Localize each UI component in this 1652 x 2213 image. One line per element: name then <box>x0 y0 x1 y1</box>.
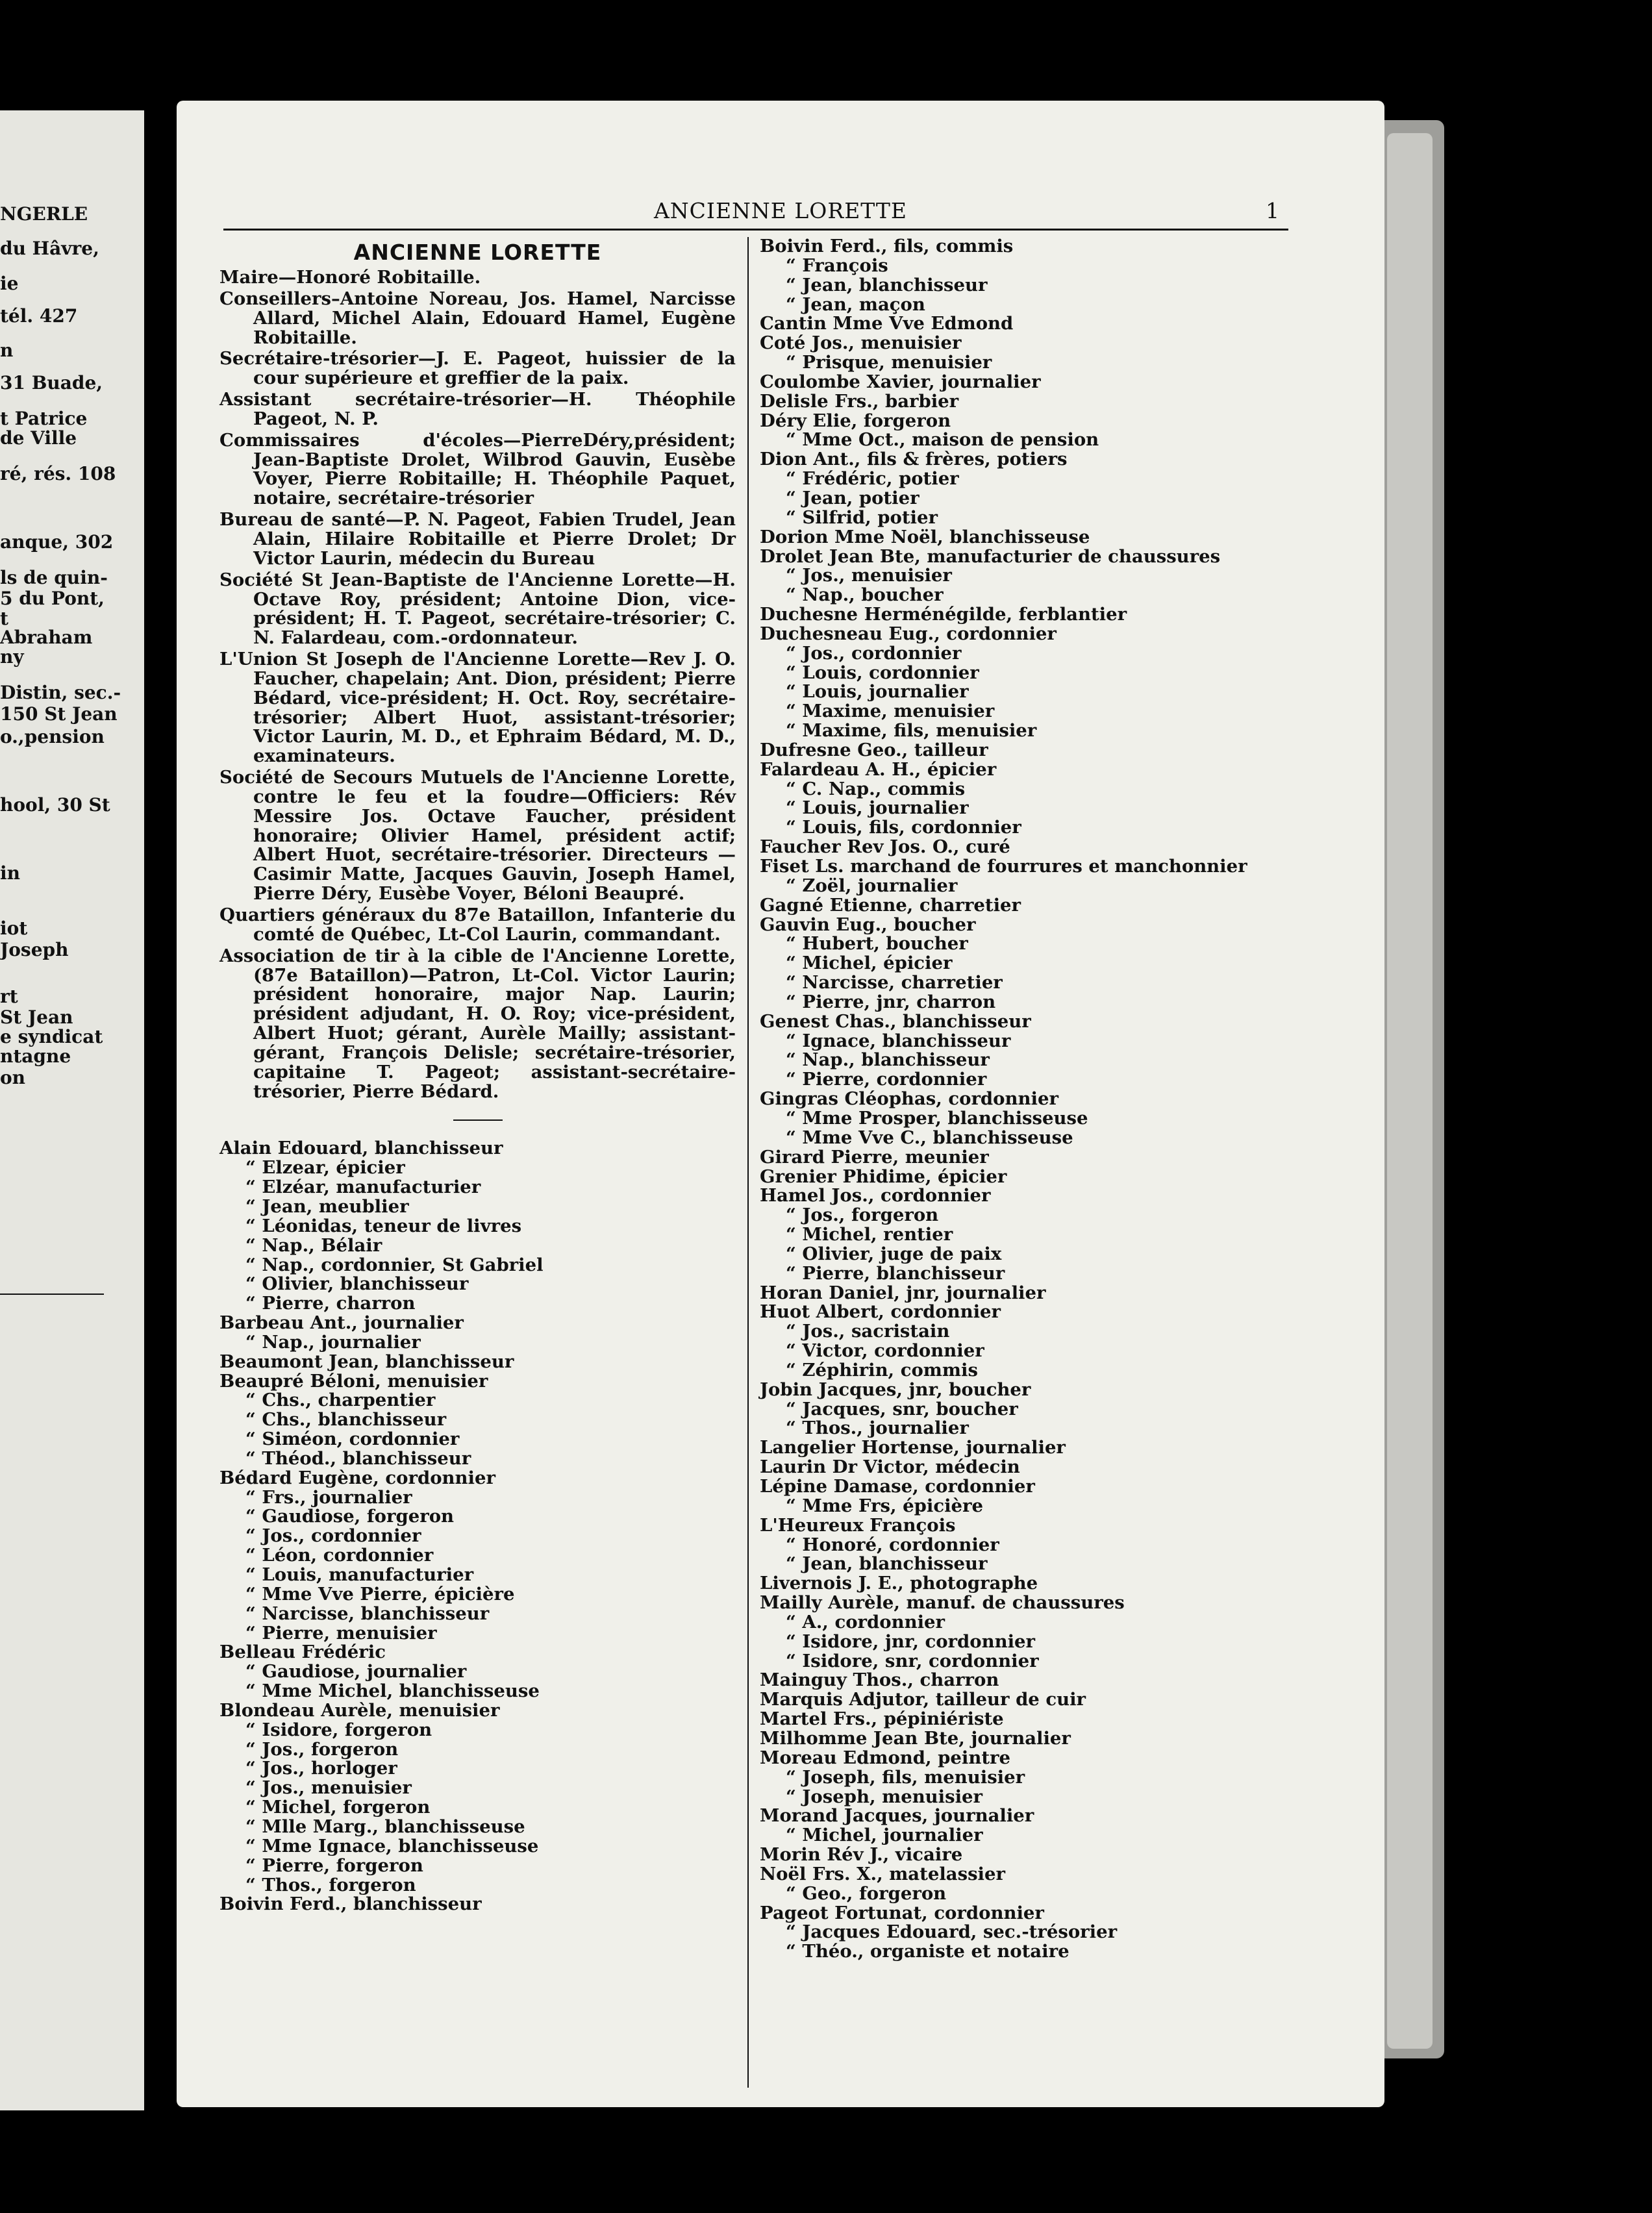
directory-entry: “ Jos., cordonnier <box>245 1525 421 1547</box>
directory-entry: “ Mme Ignace, blanchisseuse <box>245 1835 539 1857</box>
directory-entry: “ Isidore, forgeron <box>245 1719 432 1740</box>
directory-entry: “ Nap., cordonnier, St Gabriel <box>245 1254 544 1275</box>
running-head: ANCIENNE LORETTE <box>653 198 908 223</box>
directory-entry: Laurin Dr Victor, médecin <box>760 1457 1020 1478</box>
directory-entry: “ Mme Michel, blanchisseuse <box>245 1681 540 1702</box>
directory-entry: “ Jacques, snr, boucher <box>786 1398 1018 1419</box>
directory-entry: “ Honoré, cordonnier <box>786 1534 999 1555</box>
directory-entry: “ Narcisse, charretier <box>786 972 1003 994</box>
directory-entry: “ Jean, blanchisseur <box>786 1553 988 1575</box>
directory-entry: “ Jos., menuisier <box>786 565 952 586</box>
official-paragraph: Société St Jean-Baptiste de l'Ancienne Lorette—H. Octave Roy, président; Antoine Dion, vice-président; H. T. Pageot, secrétaire-trésorier; C. N. Falardeau, com.-ordonnateur. <box>219 569 736 649</box>
left-page-line: iot <box>0 918 28 939</box>
directory-entry: Beaumont Jean, blanchisseur <box>219 1351 514 1372</box>
directory-entry: Mainguy Thos., charron <box>760 1669 999 1691</box>
right-column <box>760 237 1292 1962</box>
official-paragraph: Maire—Honoré Robitaille. <box>219 267 481 288</box>
directory-entry: “ Chs., blanchisseur <box>245 1409 447 1431</box>
left-page-line: 150 St Jean <box>0 703 118 725</box>
directory-entry: “ Thos., journalier <box>786 1418 969 1439</box>
left-page-line: 31 Buade, <box>0 372 103 394</box>
directory-entry: Noël Frs. X., matelassier <box>760 1863 1005 1884</box>
directory-entry: Blondeau Aurèle, menuisier <box>219 1699 500 1721</box>
directory-entry: Falardeau A. H., épicier <box>760 758 997 780</box>
directory-entry: “ Léon, cordonnier <box>245 1545 434 1566</box>
directory-entry: Alain Edouard, blanchisseur <box>219 1138 503 1159</box>
left-page-line: t Patrice <box>0 408 88 429</box>
directory-entry: “ Nap., blanchisseur <box>786 1049 990 1071</box>
directory-entry: “ Hubert, boucher <box>786 933 968 955</box>
directory-entry: Faucher Rev Jos. O., curé <box>760 836 1010 858</box>
directory-entry: “ Gaudiose, forgeron <box>245 1506 455 1527</box>
left-page-line: ls de quin- <box>0 567 108 588</box>
directory-entry: Genest Chas., blanchisseur <box>760 1010 1031 1032</box>
directory-entry: Belleau Frédéric <box>219 1642 386 1663</box>
left-page-line: hool, 30 St <box>0 794 110 816</box>
directory-entry: “ Jacques Edouard, sec.-trésorier <box>786 1921 1118 1943</box>
directory-entry: Duchesne Herménégilde, ferblantier <box>760 604 1127 625</box>
directory-entry: “ Louis, journalier <box>786 797 969 819</box>
directory-entry: “ Jean, maçon <box>786 294 925 315</box>
official-paragraph: Société de Secours Mutuels de l'Ancienne Lorette, contre le feu et la foudre—Officiers: Rév Messire Jos. Octave Faucher, président honoraire; Olivier Hamel, président actif; Albert Huot, secrétaire-trésorier. Directeurs — Casimir Matte, Jacques Gauvin, Joseph Hamel, Pierre Déry, Eusèbe Voyer, Béloni Beaupré. <box>219 767 736 905</box>
resident-list-right <box>760 237 1292 1962</box>
directory-entry: “ Olivier, blanchisseur <box>245 1273 469 1295</box>
page-number: 1 <box>1266 198 1279 223</box>
directory-entry: “ Frédéric, potier <box>786 468 959 490</box>
left-page-line: ré, rés. 108 <box>0 463 116 484</box>
directory-entry: Milhomme Jean Bte, journalier <box>760 1727 1071 1749</box>
official-paragraph: Commissaires d'écoles—PierreDéry,président; Jean-Baptiste Drolet, Wilbrod Gauvin, Eusèbe Voyer, Pierre Robitaille; H. Théophile Paquet, notaire, secrétaire-trésorier <box>219 429 736 509</box>
directory-entry: “ Mme Vve Pierre, épicière <box>245 1583 515 1605</box>
directory-entry: “ Léonidas, teneur de livres <box>245 1215 522 1236</box>
directory-entry: Girard Pierre, meunier <box>760 1146 989 1168</box>
directory-entry: “ Théod., blanchisseur <box>245 1447 471 1469</box>
directory-entry: “ Théo., organiste et notaire <box>786 1941 1070 1962</box>
header-rule <box>223 229 1288 231</box>
directory-entry: Horan Daniel, jnr, journalier <box>760 1282 1046 1303</box>
directory-entry: “ Jos., sacristain <box>786 1321 950 1342</box>
directory-entry: “ Chs., charpentier <box>245 1390 436 1411</box>
directory-entry: “ Michel, journalier <box>786 1825 983 1846</box>
left-page-line: t <box>0 608 8 629</box>
directory-entry: “ Isidore, snr, cordonnier <box>786 1650 1039 1671</box>
left-page-line: o.,pension <box>0 726 105 747</box>
official-paragraph: Quartiers généraux du 87e Bataillon, Infanterie du comté de Québec, Lt-Col Laurin, commandant. <box>219 905 736 945</box>
directory-entry: “ Isidore, jnr, cordonnier <box>786 1631 1036 1652</box>
directory-entry: “ Frs., journalier <box>245 1486 412 1508</box>
directory-entry: “ Pierre, blanchisseur <box>786 1262 1005 1284</box>
directory-entry: Mailly Aurèle, manuf. de chaussures <box>760 1592 1125 1614</box>
directory-entry: “ Zoël, journalier <box>786 875 958 896</box>
directory-entry: “ Mme Frs, épicière <box>786 1495 984 1516</box>
directory-entry: Delisle Frs., barbier <box>760 390 959 412</box>
left-page-line: Abraham <box>0 627 93 648</box>
directory-entry: “ A., cordonnier <box>786 1611 945 1632</box>
directory-entry: “ Michel, épicier <box>786 953 953 974</box>
left-page-line: n <box>0 340 14 361</box>
directory-entry: Gingras Cléophas, cordonnier <box>760 1088 1058 1110</box>
directory-entry: “ Pierre, jnr, charron <box>786 991 996 1012</box>
directory-entry: Pageot Fortunat, cordonnier <box>760 1902 1044 1923</box>
left-page-fragment <box>0 110 144 2110</box>
official-paragraph: Bureau de santé—P. N. Pageot, Fabien Trudel, Jean Alain, Hilaire Robitaille et Pierre Drolet; Dr Victor Laurin, médecin du Bureau <box>219 509 736 569</box>
directory-entry: Morand Jacques, journalier <box>760 1805 1034 1827</box>
directory-entry: Cantin Mme Vve Edmond <box>760 313 1014 334</box>
left-column <box>219 237 736 1914</box>
directory-entry: “ Pierre, cordonnier <box>786 1069 987 1090</box>
official-paragraph: Secrétaire-trésorier—J. E. Pageot, huissier de la cour supérieure et greffier de la paix. <box>219 348 736 389</box>
directory-entry: “ Mme Prosper, blanchisseuse <box>786 1107 1088 1129</box>
directory-entry: “ Victor, cordonnier <box>786 1340 984 1362</box>
directory-entry: Boivin Ferd., fils, commis <box>760 236 1014 256</box>
directory-entry: “ Zéphirin, commis <box>786 1359 978 1381</box>
directory-entry: “ Jos., forgeron <box>786 1205 939 1226</box>
directory-entry: “ Michel, forgeron <box>245 1797 431 1818</box>
directory-entry: Livernois J. E., photographe <box>760 1573 1038 1594</box>
left-page-line: anque, 302 <box>0 531 114 553</box>
left-page-line: ny <box>0 646 24 668</box>
left-page-line: de Ville <box>0 427 77 449</box>
left-page-line: on <box>0 1067 26 1088</box>
directory-entry: “ Louis, manufacturier <box>245 1564 474 1585</box>
directory-entry: Dion Ant., fils & frères, potiers <box>760 449 1068 470</box>
directory-entry: “ Nap., boucher <box>786 584 944 606</box>
directory-entry: “ Mlle Marg., blanchisseuse <box>245 1816 525 1837</box>
directory-entry: “ Nap., Bélair <box>245 1234 382 1256</box>
directory-entry: “ Michel, rentier <box>786 1224 953 1245</box>
directory-entry: Grenier Phidime, épicier <box>760 1166 1007 1187</box>
left-page-line: tél. 427 <box>0 305 78 327</box>
directory-entry: Gauvin Eug., boucher <box>760 914 976 935</box>
left-page-line: NGERLE <box>0 203 88 225</box>
directory-entry: “ Jean, meublier <box>245 1195 409 1217</box>
directory-entry: Dufresne Geo., tailleur <box>760 739 988 760</box>
directory-entry: Huot Albert, cordonnier <box>760 1301 1001 1323</box>
directory-entry: “ Jean, potier <box>786 487 920 508</box>
directory-entry: “ Narcisse, blanchisseur <box>245 1603 490 1624</box>
directory-entry: “ Mme Vve C., blanchisseuse <box>786 1127 1073 1148</box>
directory-entry: “ Jos., horloger <box>245 1758 397 1779</box>
directory-entry: “ Jos., forgeron <box>245 1738 399 1760</box>
left-page-line: St Jean <box>0 1006 73 1028</box>
directory-entry: “ Pierre, menuisier <box>245 1622 437 1644</box>
left-page-line: in <box>0 862 20 884</box>
directory-entry: “ Maxime, menuisier <box>786 701 995 722</box>
directory-entry: “ Pierre, forgeron <box>245 1855 423 1876</box>
left-page-line: Distin, sec.- <box>0 682 121 703</box>
directory-entry: Moreau Edmond, peintre <box>760 1747 1011 1768</box>
left-page-line: ntagne <box>0 1045 71 1067</box>
directory-entry: “ Elzear, épicier <box>245 1157 405 1179</box>
directory-entry: “ François <box>786 255 888 276</box>
directory-entry: “ Silfrid, potier <box>786 506 938 528</box>
section-title: ANCIENNE LORETTE <box>353 240 602 265</box>
resident-list-left <box>219 1139 736 1914</box>
directory-entry: “ Louis, cordonnier <box>786 662 979 683</box>
directory-entry: Coulombe Xavier, journalier <box>760 371 1041 392</box>
directory-entry: “ Louis, journalier <box>786 681 969 703</box>
directory-entry: “ Joseph, menuisier <box>786 1786 983 1807</box>
left-page-line: du Hâvre, <box>0 238 99 259</box>
official-paragraph: Assistant secrétaire-trésorier—H. Théophile Pageot, N. P. <box>219 389 736 429</box>
column-divider <box>747 237 749 2088</box>
directory-entry: Boivin Ferd., blanchisseur <box>219 1894 482 1915</box>
left-page-line: rt <box>0 986 18 1007</box>
directory-entry: Drolet Jean Bte, manufacturier de chaussures <box>760 545 1221 567</box>
directory-entry: Lépine Damase, cordonnier <box>760 1476 1035 1497</box>
left-page-line: Joseph <box>0 939 69 960</box>
directory-entry: Morin Rév J., vicaire <box>760 1844 963 1866</box>
section-divider <box>453 1119 503 1121</box>
directory-entry: L'Heureux François <box>760 1514 956 1536</box>
directory-entry: “ Maxime, fils, menuisier <box>786 720 1037 742</box>
official-paragraph: Conseillers–Antoine Noreau, Jos. Hamel, Narcisse Allard, Michel Alain, Edouard Hamel, Eugène Robitaille. <box>219 288 736 348</box>
directory-entry: Dorion Mme Noël, blanchisseuse <box>760 526 1090 547</box>
left-page-line: ie <box>0 273 19 294</box>
directory-entry: “ Pierre, charron <box>245 1293 416 1314</box>
page-edge-stack-inner <box>1387 133 1433 2049</box>
officials-paragraphs <box>219 268 736 1101</box>
directory-entry: “ Jean, blanchisseur <box>786 274 988 295</box>
directory-entry: Fiset Ls. marchand de fourrures et manchonnier <box>760 856 1247 877</box>
directory-entry: “ Mme Oct., maison de pension <box>786 429 1099 451</box>
directory-entry: Déry Elie, forgeron <box>760 410 951 431</box>
directory-entry: “ Louis, fils, cordonnier <box>786 817 1021 838</box>
directory-entry: Beaupré Béloni, menuisier <box>219 1370 488 1392</box>
directory-entry: Langelier Hortense, journalier <box>760 1437 1066 1458</box>
directory-entry: “ Ignace, blanchisseur <box>786 1030 1011 1051</box>
directory-entry: “ Geo., forgeron <box>786 1882 947 1904</box>
official-paragraph: Association de tir à la cible de l'Ancienne Lorette, (87e Bataillon)—Patron, Lt-Col. Victor Laurin; président honoraire, major Nap. Laurin; président adjudant, H. O. Roy; vice-président, Albert Huot; gérant, Aurèle Mailly; assistant-gérant, François Delisle; secrétaire-trésorier, capitaine T. Pageot; assistant-secrétaire-trésorier, Pierre Bédard. <box>219 945 736 1102</box>
directory-entry: “ Joseph, fils, menuisier <box>786 1766 1025 1788</box>
official-paragraph: L'Union St Joseph de l'Ancienne Lorette—Rev J. O. Faucher, chapelain; Ant. Dion, président; Pierre Bédard, vice-président; H. Oct. Roy, secrétaire-trésorier; Albert Huot, assistant-trésorier; Victor Laurin, M. D., et Ephraim Bédard, M. D., examinateurs. <box>219 649 736 767</box>
directory-entry: “ Thos., forgeron <box>245 1874 416 1895</box>
directory-entry: “ Jos., menuisier <box>245 1777 412 1799</box>
directory-entry: “ Jos., cordonnier <box>786 642 962 664</box>
directory-entry: “ Siméon, cordonnier <box>245 1429 460 1450</box>
directory-page <box>177 101 1384 2107</box>
left-page-line: e syndicat <box>0 1026 103 1047</box>
directory-entry: Gagné Etienne, charretier <box>760 894 1021 916</box>
directory-entry: Martel Frs., pépiniériste <box>760 1708 1004 1730</box>
directory-entry: “ Nap., journalier <box>245 1331 421 1353</box>
directory-entry: Duchesneau Eug., cordonnier <box>760 623 1057 644</box>
directory-entry: Coté Jos., menuisier <box>760 332 962 354</box>
left-page-rule <box>0 1294 104 1295</box>
directory-entry: Hamel Jos., cordonnier <box>760 1185 991 1207</box>
directory-entry: Barbeau Ant., journalier <box>219 1312 464 1334</box>
directory-entry: Jobin Jacques, jnr, boucher <box>760 1379 1031 1400</box>
directory-entry: Bédard Eugène, cordonnier <box>219 1467 495 1488</box>
directory-entry: “ Prisque, menuisier <box>786 352 992 373</box>
directory-entry: “ Elzéar, manufacturier <box>245 1177 481 1198</box>
directory-entry: “ Olivier, juge de paix <box>786 1243 1002 1264</box>
directory-entry: “ C. Nap., commis <box>786 778 966 799</box>
left-page-line: 5 du Pont, <box>0 588 105 609</box>
directory-entry: Marquis Adjutor, tailleur de cuir <box>760 1689 1086 1710</box>
directory-entry: “ Gaudiose, journalier <box>245 1661 467 1682</box>
